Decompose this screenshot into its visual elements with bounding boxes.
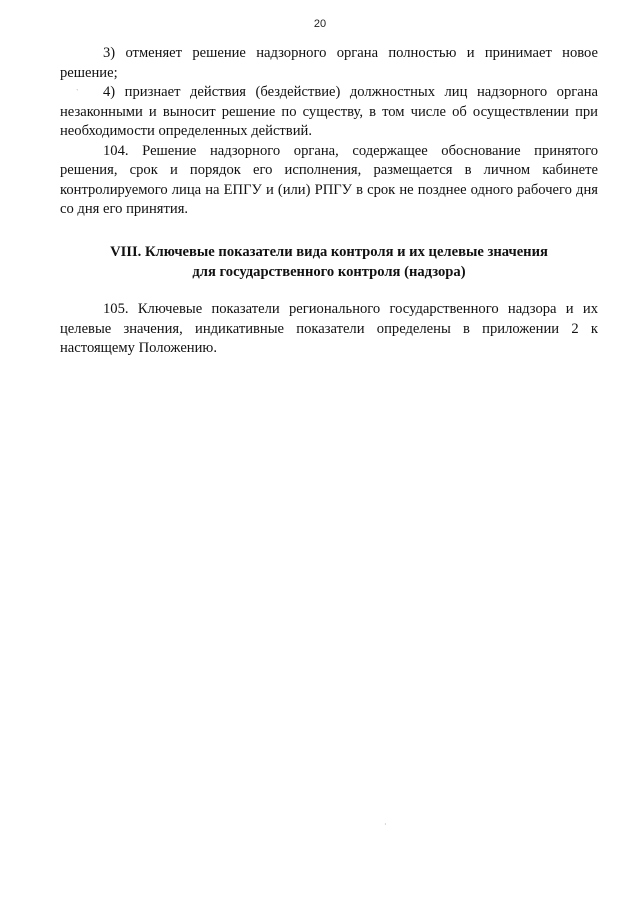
- document-body-top: [60, 44, 598, 220]
- section-heading-line-1: VIII. Ключевые показатели вида контроля и их целевые значения: [110, 244, 548, 260]
- scan-speck: ˋ: [76, 88, 79, 97]
- paragraph-item-4: 4) признает действия (бездействие) должностных лиц надзорного органа незаконными и выносит решение по существу, в том числе об осуществлении при необходимости определенных действий.: [60, 84, 598, 139]
- page-number: 20: [313, 18, 327, 30]
- paragraph-105: 105. Ключевые показатели регионального государственного надзора и их целевые значения, индикативные показатели определены в приложении 2 к настоящему Положению.: [60, 301, 598, 356]
- paragraph-item-3: 3) отменяет решение надзорного органа полностью и принимает новое решение;: [60, 45, 598, 81]
- document-body-bottom: [60, 300, 598, 359]
- section-heading: [60, 243, 598, 282]
- paragraph-104: 104. Решение надзорного органа, содержащее обоснование принятого решения, срок и порядок его исполнения, размещается в личном кабинете контролируемого лица на ЕПГУ и (или) РПГУ в срок не позднее одного рабочего дня со дня его принятия.: [60, 142, 598, 217]
- section-heading-line-2: для государственного контроля (надзора): [192, 263, 466, 280]
- scan-speck: ·: [384, 820, 387, 829]
